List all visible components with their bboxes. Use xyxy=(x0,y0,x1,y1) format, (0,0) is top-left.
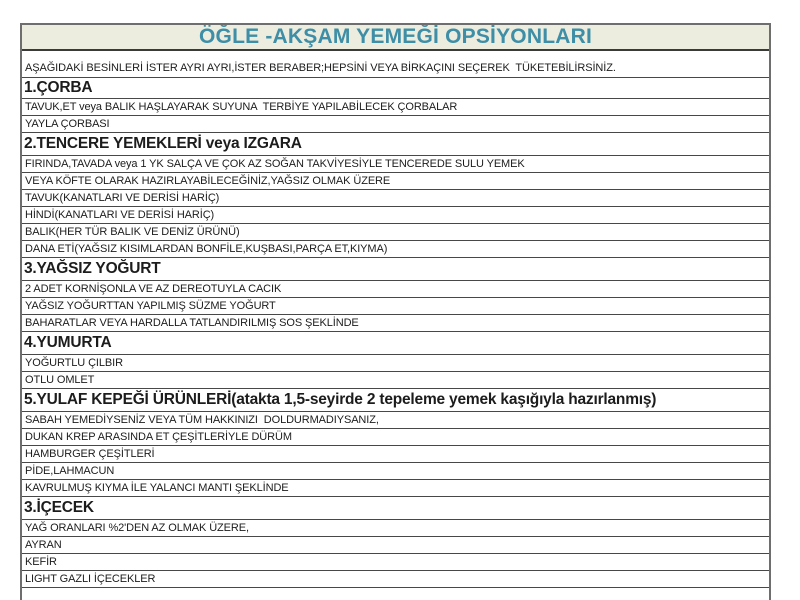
intro-row: AŞAĞIDAKİ BESİNLERİ İSTER AYRI AYRI,İSTER BERABER;HEPSİNİ VEYA BİRKAÇINI SEÇEREK TÜKETEBİLİRSİNİZ. xyxy=(22,51,769,78)
section-header-row: 1.ÇORBA xyxy=(22,78,769,99)
menu-item-row: KAVRULMUŞ KIYMA İLE YALANCI MANTI ŞEKLİNDE xyxy=(22,480,769,497)
meal-options-table xyxy=(20,23,771,600)
menu-item-row: KEFİR xyxy=(22,554,769,571)
menu-item-row: VEYA KÖFTE OLARAK HAZIRLAYABİLECEĞİNİZ,YAĞSIZ OLMAK ÜZERE xyxy=(22,173,769,190)
table-rows xyxy=(22,51,769,600)
menu-item-row: DANA ETİ(YAĞSIZ KISIMLARDAN BONFİLE,KUŞBASI,PARÇA ET,KIYMA) xyxy=(22,241,769,258)
menu-item-row: HAMBURGER ÇEŞİTLERİ xyxy=(22,446,769,463)
menu-item-row: TAVUK(KANATLARI VE DERİSİ HARİÇ) xyxy=(22,190,769,207)
section-header-row: 3.YAĞSIZ YOĞURT xyxy=(22,258,769,281)
menu-item-row: YAYLA ÇORBASI xyxy=(22,116,769,133)
section-header-row: 4.YUMURTA xyxy=(22,332,769,355)
menu-item-row: BAHARATLAR VEYA HARDALLA TATLANDIRILMIŞ SOS ŞEKLİNDE xyxy=(22,315,769,332)
menu-item-row: YAĞ ORANLARI %2'DEN AZ OLMAK ÜZERE, xyxy=(22,520,769,537)
menu-item-row: BALIK(HER TÜR BALIK VE DENİZ ÜRÜNÜ) xyxy=(22,224,769,241)
menu-item-row: TAVUK,ET veya BALIK HAŞLAYARAK SUYUNA TERBİYE YAPILABİLECEK ÇORBALAR xyxy=(22,99,769,116)
menu-item-row: OTLU OMLET xyxy=(22,372,769,389)
section-header-row: 2.TENCERE YEMEKLERİ veya IZGARA xyxy=(22,133,769,156)
menu-item-row: LIGHT GAZLI İÇECEKLER xyxy=(22,571,769,588)
menu-item-row: YOĞURTLU ÇILBIR xyxy=(22,355,769,372)
menu-item-row: AYRAN xyxy=(22,537,769,554)
menu-item-row: HİNDİ(KANATLARI VE DERİSİ HARİÇ) xyxy=(22,207,769,224)
empty-row xyxy=(22,588,769,600)
menu-item-row: SABAH YEMEDİYSENİZ VEYA TÜM HAKKINIZI DOLDURMADIYSANIZ, xyxy=(22,412,769,429)
section-header-row: 5.YULAF KEPEĞİ ÜRÜNLERİ(atakta 1,5-seyirde 2 tepeleme yemek kaşığıyla hazırlanmış) xyxy=(22,389,769,412)
menu-item-row: 2 ADET KORNİŞONLA VE AZ DEREOTUYLA CACIK xyxy=(22,281,769,298)
menu-item-row: DUKAN KREP ARASINDA ET ÇEŞİTLERİYLE DÜRÜM xyxy=(22,429,769,446)
table-title: ÖĞLE -AKŞAM YEMEĞİ OPSİYONLARI xyxy=(22,25,769,51)
menu-item-row: YAĞSIZ YOĞURTTAN YAPILMIŞ SÜZME YOĞURT xyxy=(22,298,769,315)
menu-item-row: FIRINDA,TAVADA veya 1 YK SALÇA VE ÇOK AZ SOĞAN TAKVİYESİYLE TENCEREDE SULU YEMEK xyxy=(22,156,769,173)
section-header-row: 3.İÇECEK xyxy=(22,497,769,520)
menu-item-row: PİDE,LAHMACUN xyxy=(22,463,769,480)
